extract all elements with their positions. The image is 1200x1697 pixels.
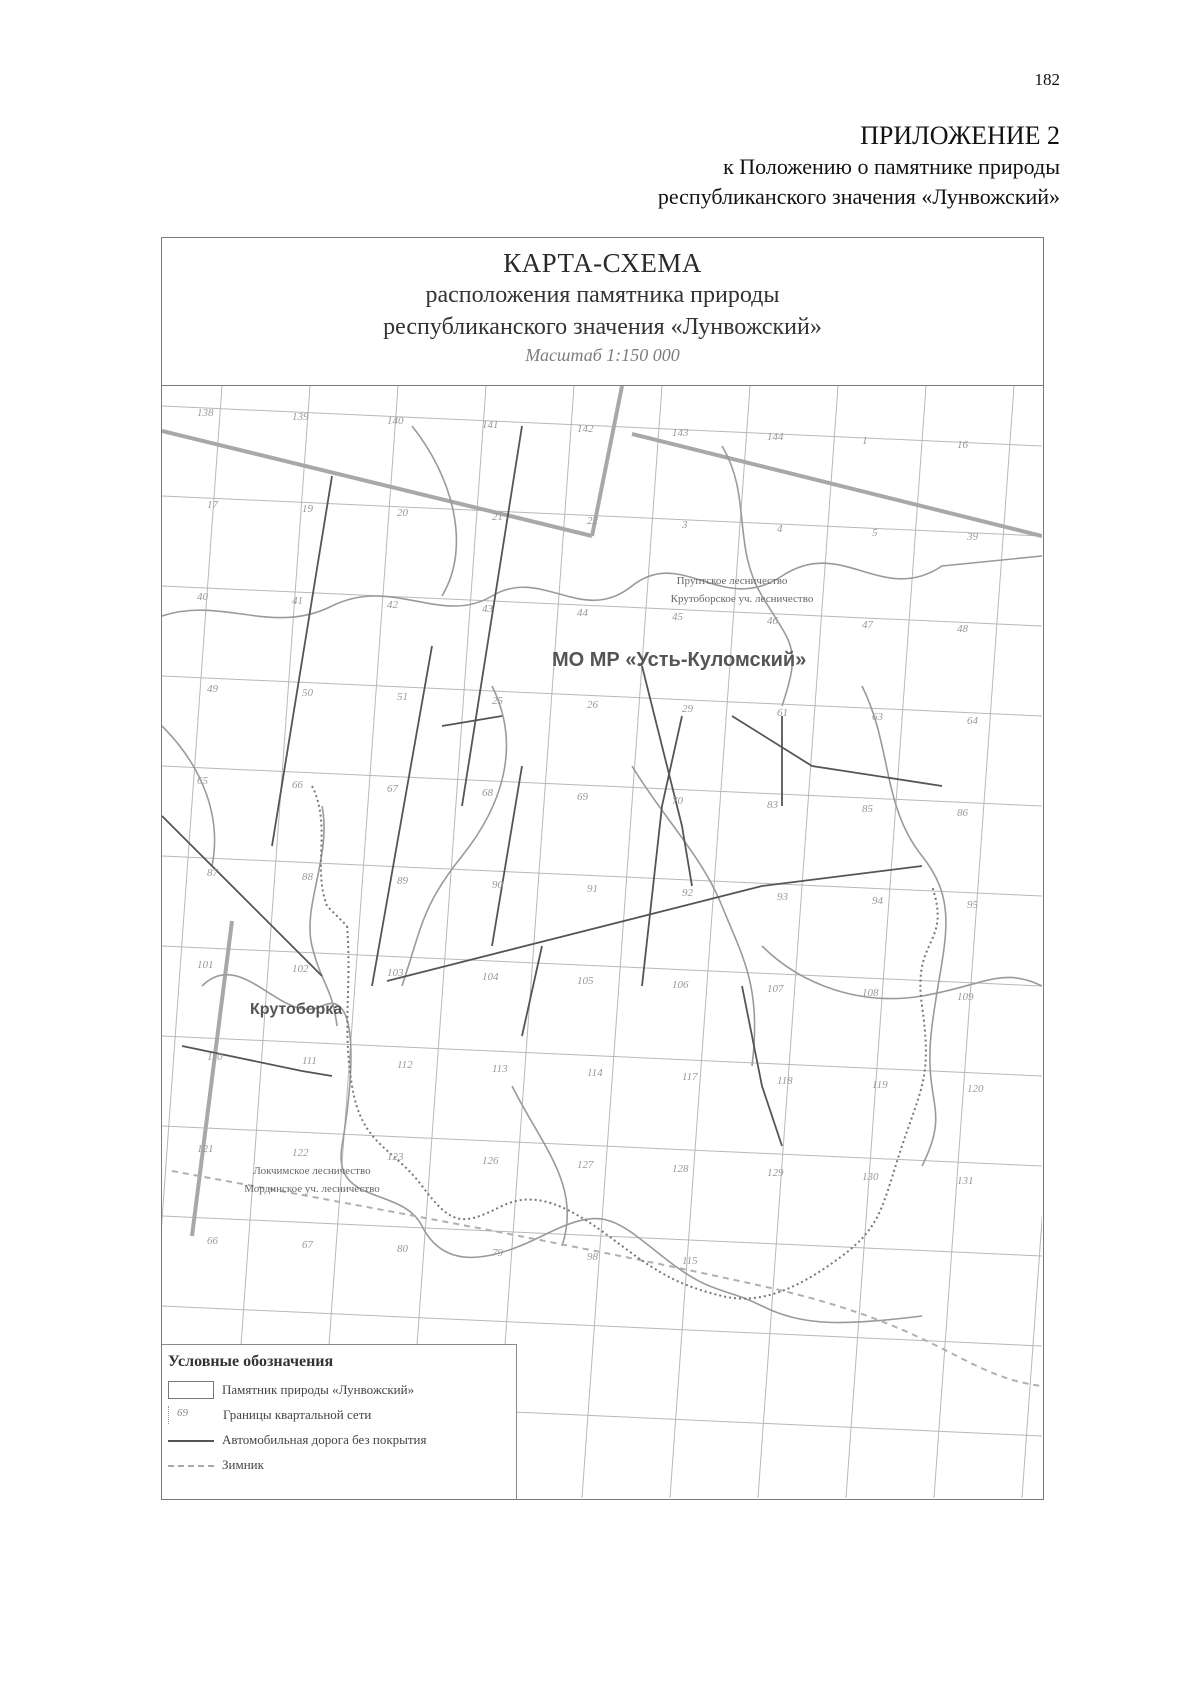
quarter-number: 41 bbox=[292, 595, 303, 607]
quarter-number: 87 bbox=[207, 867, 218, 879]
quarter-number: 47 bbox=[862, 619, 873, 631]
dirt-road bbox=[462, 426, 522, 806]
quarter-number: 130 bbox=[862, 1171, 879, 1183]
quarter-number: 138 bbox=[197, 407, 214, 419]
page-number: 182 bbox=[1034, 70, 1060, 89]
dirt-road bbox=[732, 716, 942, 786]
legend-title: Условные обозначения bbox=[168, 1353, 334, 1370]
quarter-number: 114 bbox=[587, 1067, 603, 1079]
forestry-ne-line-1: Пруптское лесничество bbox=[676, 575, 788, 587]
quarter-number: 143 bbox=[672, 427, 689, 439]
quarter-number: 139 bbox=[292, 411, 309, 423]
map-canvas bbox=[162, 386, 1042, 1498]
map-frame bbox=[161, 237, 1044, 1500]
grid-line-horizontal bbox=[162, 1126, 1042, 1166]
dirt-road bbox=[492, 766, 522, 946]
quarter-number: 112 bbox=[397, 1059, 413, 1071]
quarter-number: 83 bbox=[767, 799, 778, 811]
quarter-number: 107 bbox=[767, 983, 784, 995]
legend-label-quarter-grid: Границы квартальной сети bbox=[223, 1406, 372, 1422]
quarter-number: 65 bbox=[197, 775, 208, 787]
map-subtitle-line-1: расположения памятника природы bbox=[425, 282, 780, 308]
quarter-number: 80 bbox=[397, 1243, 408, 1255]
forestry-ne-line-2: Крутоборское уч. лесничество bbox=[670, 593, 814, 605]
river bbox=[762, 946, 1042, 999]
quarter-number: 4 bbox=[777, 523, 783, 535]
quarter-number: 63 bbox=[872, 711, 883, 723]
settlement-label-krutoborka: Крутоборка bbox=[250, 1001, 343, 1018]
quarter-number: 66 bbox=[292, 779, 303, 791]
quarter-number: 51 bbox=[397, 691, 408, 703]
legend-label-dirt-road: Автомобильная дорога без покрытия bbox=[222, 1431, 427, 1447]
quarter-number: 79 bbox=[492, 1247, 503, 1259]
quarter-number: 3 bbox=[682, 519, 688, 531]
district-boundary-line bbox=[312, 786, 347, 926]
dirt-road bbox=[162, 816, 322, 976]
survey-line bbox=[592, 386, 622, 536]
grid-line-horizontal bbox=[162, 856, 1042, 896]
appendix-line-2: республиканского значения «Лунвожский» bbox=[657, 184, 1060, 209]
grid-line-vertical bbox=[494, 386, 574, 1498]
dirt-road-swatch bbox=[168, 1431, 214, 1449]
quarter-number: 40 bbox=[197, 591, 208, 603]
district-label: МО МР «Усть-Куломский» bbox=[552, 649, 807, 671]
quarter-number: 140 bbox=[387, 415, 404, 427]
quarter-number: 39 bbox=[967, 531, 978, 543]
grid-line-vertical bbox=[162, 386, 222, 1498]
quarter-number: 127 bbox=[577, 1159, 594, 1171]
survey-line bbox=[162, 431, 592, 536]
quarter-number: 117 bbox=[682, 1071, 698, 1083]
quarter-number: 61 bbox=[777, 707, 788, 719]
quarter-number: 5 bbox=[872, 527, 878, 539]
quarter-number: 26 bbox=[587, 699, 598, 711]
quarter-number: 67 bbox=[302, 1239, 313, 1251]
quarter-number: 108 bbox=[862, 987, 879, 999]
appendix-heading bbox=[658, 120, 1060, 212]
quarter-number: 119 bbox=[872, 1079, 888, 1091]
quarter-number: 42 bbox=[387, 599, 398, 611]
quarter-number: 109 bbox=[957, 991, 974, 1003]
quarter-number: 19 bbox=[302, 503, 313, 515]
quarter-number: 144 bbox=[767, 431, 784, 443]
quarter-number: 123 bbox=[387, 1151, 404, 1163]
quarter-number: 89 bbox=[397, 875, 408, 887]
dirt-road bbox=[642, 716, 682, 986]
quarter-number: 128 bbox=[672, 1163, 689, 1175]
quarter-number: 1 bbox=[862, 435, 868, 447]
winter-road-swatch bbox=[168, 1456, 214, 1474]
grid-line-vertical bbox=[406, 386, 486, 1498]
map-subtitle-line-2: республиканского значения «Лунвожский» bbox=[383, 314, 822, 340]
quarter-number: 25 bbox=[492, 695, 503, 707]
legend-item-dirt-road bbox=[168, 1427, 510, 1452]
quarter-number: 90 bbox=[492, 879, 503, 891]
quarter-number: 70 bbox=[672, 795, 683, 807]
quarter-number: 131 bbox=[957, 1175, 974, 1187]
quarter-number: 126 bbox=[482, 1155, 499, 1167]
map-scale: Масштаб 1:150 000 bbox=[525, 345, 680, 365]
dirt-road bbox=[387, 866, 922, 981]
quarter-number: 91 bbox=[587, 883, 598, 895]
dirt-road bbox=[742, 986, 782, 1146]
river bbox=[310, 806, 337, 1026]
quarter-number: 142 bbox=[577, 423, 594, 435]
quarter-number: 20 bbox=[397, 507, 408, 519]
legend-item-quarter-grid bbox=[168, 1402, 510, 1427]
quarter-number: 102 bbox=[292, 963, 309, 975]
quarter-number: 103 bbox=[387, 967, 404, 979]
quarter-number: 21 bbox=[492, 511, 503, 523]
quarter-number: 16 bbox=[957, 439, 968, 451]
dirt-road bbox=[522, 946, 542, 1036]
grid-line-vertical bbox=[846, 386, 926, 1498]
quarter-number: 104 bbox=[482, 971, 499, 983]
quarter-number: 88 bbox=[302, 871, 313, 883]
survey-line bbox=[632, 434, 1042, 536]
quarter-number: 106 bbox=[672, 979, 689, 991]
legend-label-monument: Памятник природы «Лунвожский» bbox=[222, 1381, 415, 1397]
quarter-number: 122 bbox=[292, 1147, 309, 1159]
quarter-number: 69 bbox=[577, 791, 588, 803]
grid-line-vertical bbox=[934, 386, 1014, 1498]
quarter-number: 29 bbox=[682, 703, 693, 715]
quarter-number: 118 bbox=[777, 1075, 793, 1087]
grid-line-vertical bbox=[318, 386, 398, 1498]
quarter-number: 86 bbox=[957, 807, 968, 819]
grid-line-vertical bbox=[758, 386, 838, 1498]
quarter-number: 49 bbox=[207, 683, 218, 695]
quarter-number: 94 bbox=[872, 895, 883, 907]
legend-label-winter-road: Зимник bbox=[222, 1456, 264, 1472]
quarter-number: 66 bbox=[207, 1235, 218, 1247]
quarter-number: 22 bbox=[587, 515, 598, 527]
quarter-number: 115 bbox=[682, 1255, 698, 1267]
quarter-number: 64 bbox=[967, 715, 978, 727]
place-labels bbox=[244, 575, 814, 1195]
quarter-grid-lines bbox=[162, 386, 1042, 1498]
legend-item-winter-road bbox=[168, 1452, 510, 1477]
quarter-number: 110 bbox=[207, 1051, 223, 1063]
quarter-number: 92 bbox=[682, 887, 693, 899]
quarter-number: 85 bbox=[862, 803, 873, 815]
quarter-number: 120 bbox=[967, 1083, 984, 1095]
quarter-number: 105 bbox=[577, 975, 594, 987]
district-boundary bbox=[312, 786, 938, 1299]
legend-item-monument bbox=[168, 1377, 510, 1402]
quarter-number: 113 bbox=[492, 1063, 508, 1075]
quarter-number: 44 bbox=[577, 607, 588, 619]
grid-line-vertical bbox=[230, 386, 310, 1498]
river bbox=[162, 726, 215, 866]
forestry-sw-line-1: Локчимское лесничество bbox=[253, 1165, 371, 1177]
quarter-number: 68 bbox=[482, 787, 493, 799]
quarter-number: 121 bbox=[197, 1143, 214, 1155]
appendix-line-1: к Положению о памятнике природы bbox=[723, 154, 1060, 179]
river bbox=[512, 1086, 567, 1246]
quarter-number: 17 bbox=[207, 499, 218, 511]
quarter-number: 129 bbox=[767, 1167, 784, 1179]
quarter-number: 111 bbox=[302, 1055, 317, 1067]
dirt-roads bbox=[162, 426, 942, 1146]
map-header bbox=[162, 238, 1043, 386]
quarter-number: 48 bbox=[957, 623, 968, 635]
dirt-road bbox=[442, 716, 502, 726]
quarter-grid-sample-number: 69 bbox=[177, 1406, 188, 1419]
quarter-number: 46 bbox=[767, 615, 778, 627]
quarter-number: 101 bbox=[197, 959, 214, 971]
forestry-sw-line-2: Мординское уч. лесничество bbox=[244, 1183, 380, 1195]
monument-outline-swatch bbox=[168, 1381, 214, 1399]
quarter-number: 95 bbox=[967, 899, 978, 911]
quarter-number: 98 bbox=[587, 1251, 598, 1263]
quarter-number: 45 bbox=[672, 611, 683, 623]
quarter-number: 67 bbox=[387, 783, 398, 795]
grid-line-horizontal bbox=[162, 1306, 1042, 1346]
river bbox=[412, 426, 456, 596]
map-legend bbox=[162, 1344, 517, 1499]
quarter-number: 93 bbox=[777, 891, 788, 903]
river bbox=[202, 975, 922, 1323]
grid-line-vertical bbox=[1022, 386, 1042, 1498]
map-title: КАРТА-СХЕМА bbox=[503, 248, 702, 278]
quarter-number: 141 bbox=[482, 419, 499, 431]
quarter-number: 50 bbox=[302, 687, 313, 699]
map-area bbox=[162, 386, 1042, 1498]
quarter-grid-swatch bbox=[168, 1406, 215, 1424]
appendix-title: ПРИЛОЖЕНИЕ 2 bbox=[860, 121, 1060, 150]
quarter-number: 43 bbox=[482, 603, 493, 615]
grid-line-vertical bbox=[582, 386, 662, 1498]
